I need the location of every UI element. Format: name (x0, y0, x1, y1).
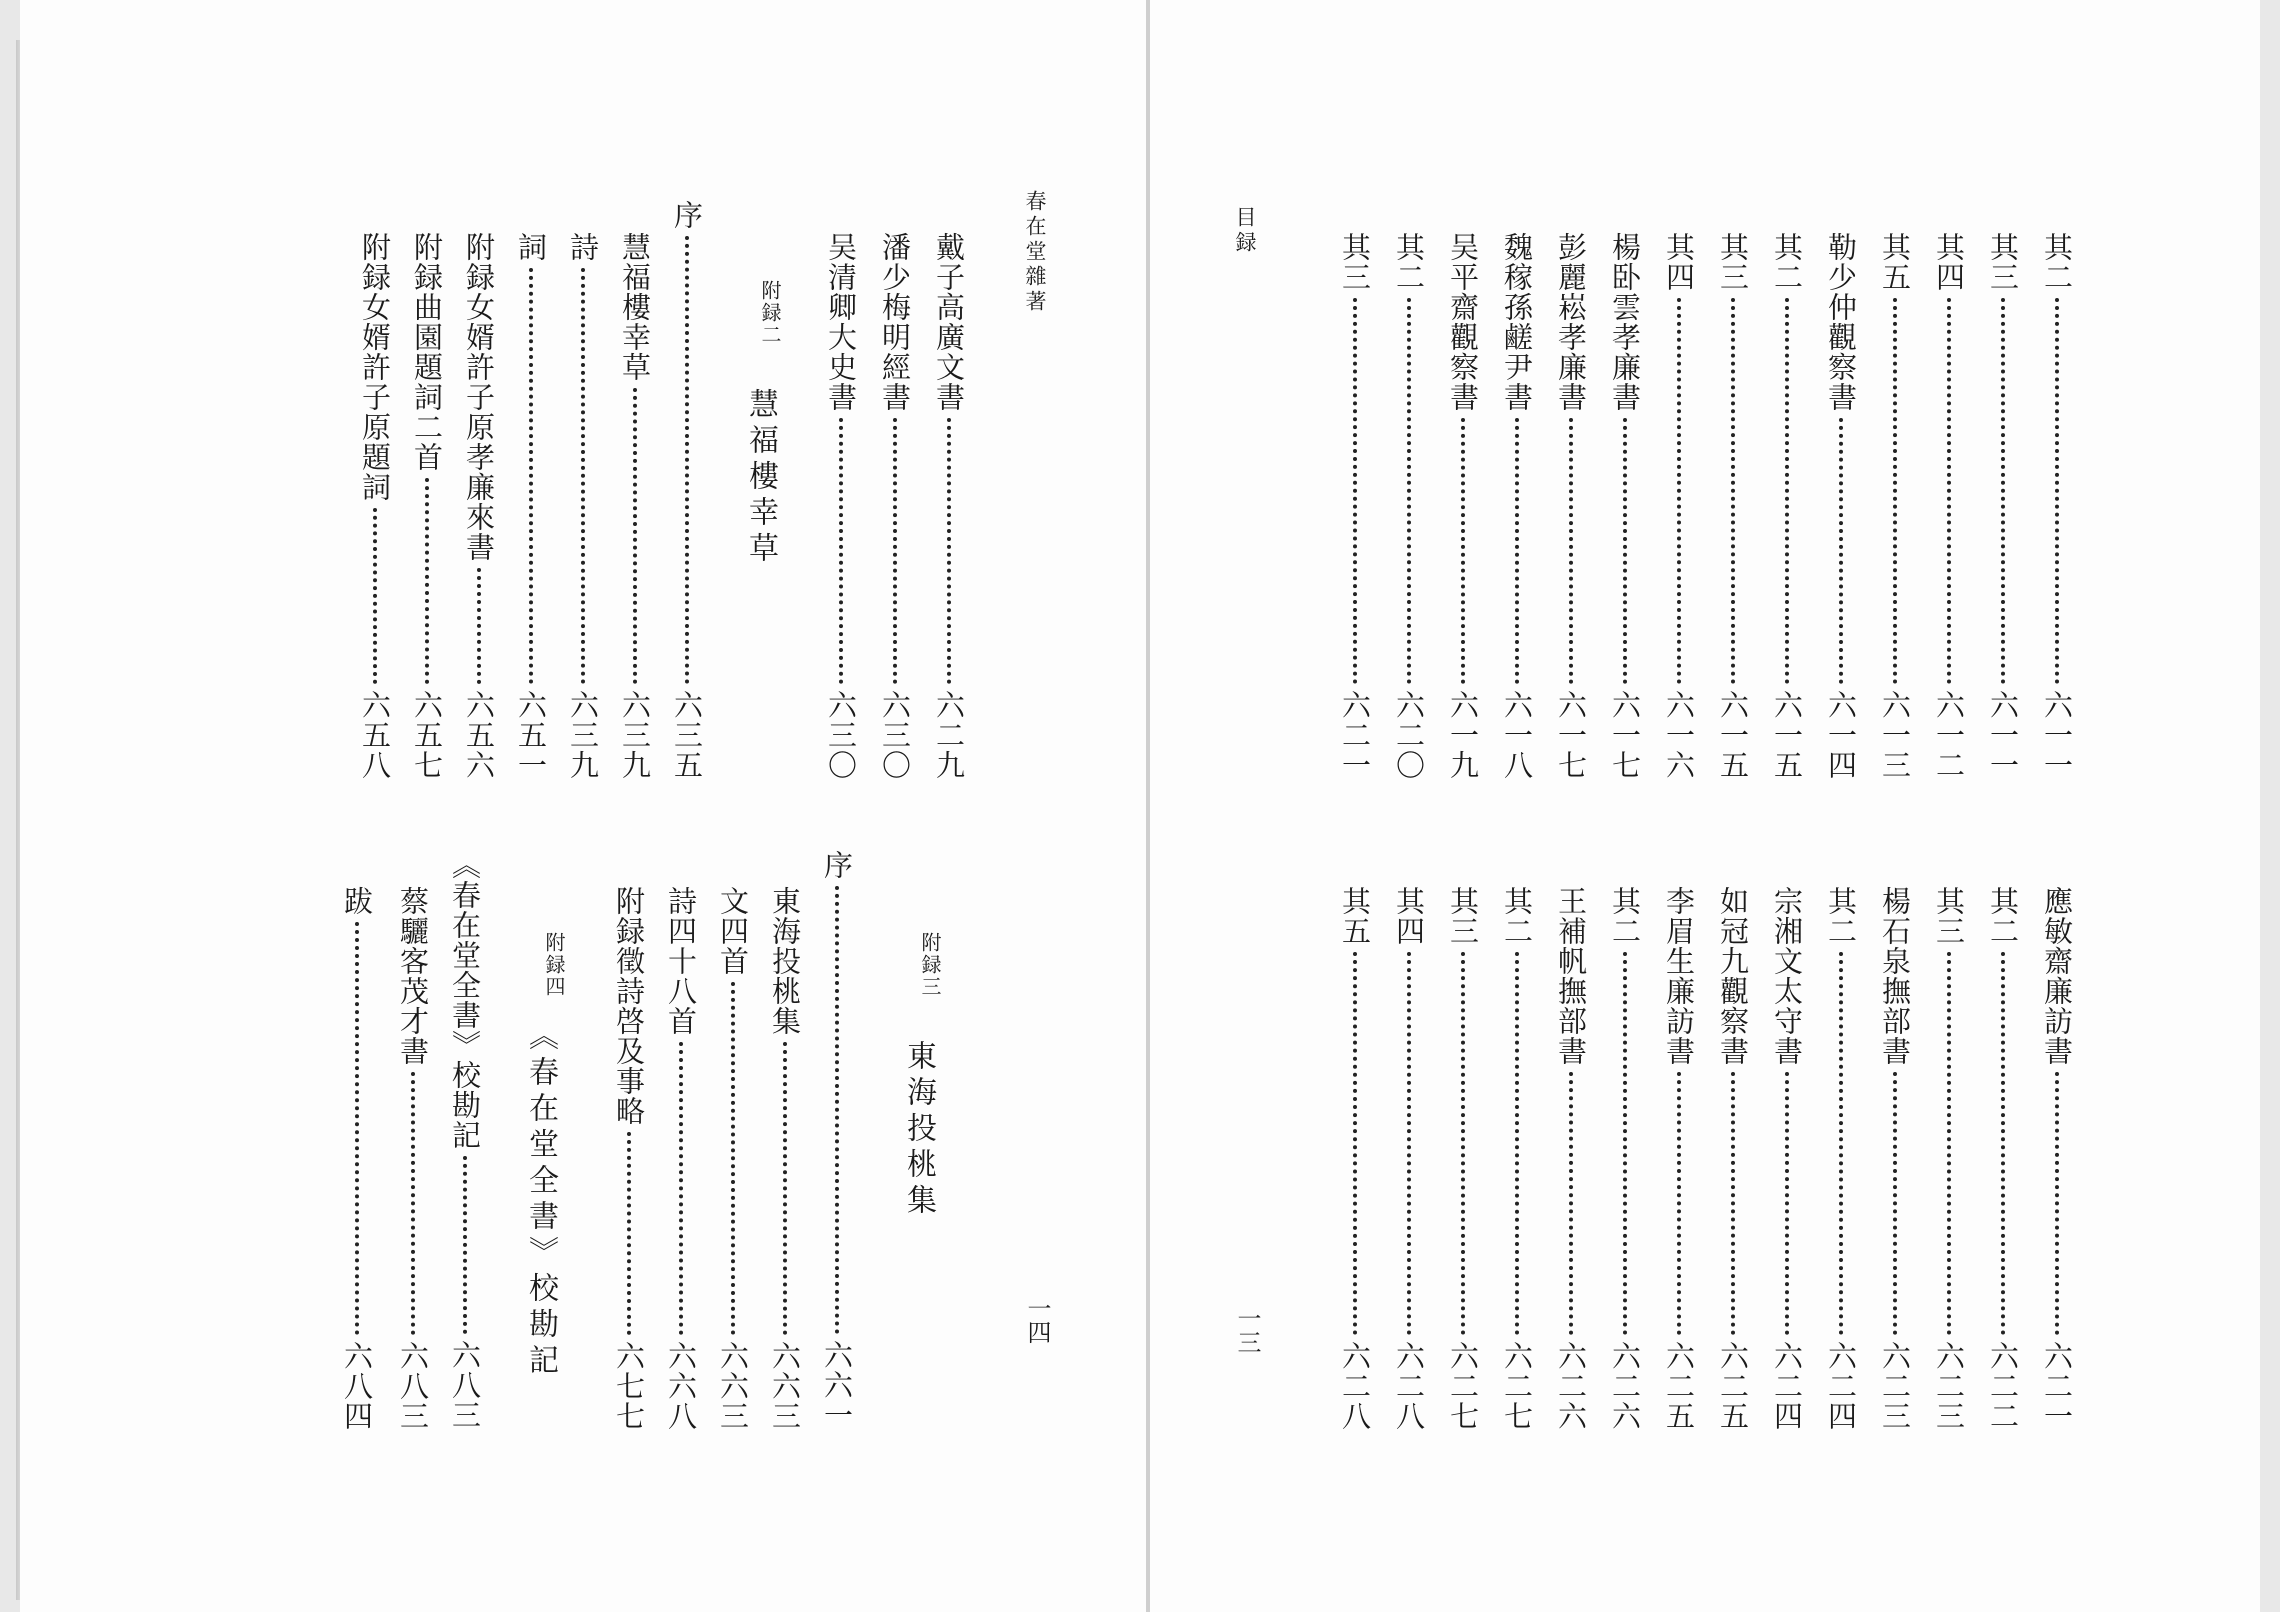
appendix3-title: 東海投桃集 (901, 1040, 936, 1220)
entry-title: 跋 (340, 886, 374, 916)
toc-entry[interactable] (768, 886, 802, 1431)
dot-leader (1353, 952, 1357, 1335)
entry-title: 附録徵詩啓及事略 (612, 886, 646, 1126)
dot-leader (477, 568, 481, 684)
dot-leader (2055, 298, 2059, 684)
entry-title: 詩 (566, 232, 600, 262)
toc-entry[interactable] (824, 232, 858, 780)
toc-entry[interactable] (1662, 886, 1696, 1431)
entry-title: 序 (820, 850, 854, 880)
entry-title: 其二 (1500, 886, 1534, 946)
entry-title: 宗湘文太守書 (1770, 886, 1804, 1066)
dot-leader (1407, 952, 1411, 1335)
entry-page: 六八三 (396, 1341, 430, 1431)
toc-entry[interactable] (670, 200, 704, 780)
dot-leader (1785, 1072, 1789, 1335)
entry-page: 六二一 (2040, 1341, 2074, 1431)
toc-entry[interactable] (1608, 232, 1642, 780)
entry-page: 六三五 (670, 690, 704, 780)
entry-page: 六二四 (1824, 1341, 1858, 1431)
entry-page: 六二一 (1338, 690, 1372, 780)
entry-page: 六六三 (768, 1341, 802, 1431)
entry-page: 六二九 (932, 690, 966, 780)
dot-leader (1623, 418, 1627, 684)
entry-page: 六一八 (1500, 690, 1534, 780)
toc-entry[interactable] (396, 886, 430, 1431)
entry-page: 六二六 (1554, 1341, 1588, 1431)
entry-page: 六一一 (1986, 690, 2020, 780)
entry-page: 六六三 (716, 1341, 750, 1431)
toc-entry[interactable] (1878, 232, 1912, 780)
entry-title: 附録女婿許子原題詞 (358, 232, 392, 502)
toc-entry[interactable] (1932, 232, 1966, 780)
entry-page: 六三九 (618, 690, 652, 780)
toc-entry[interactable] (820, 850, 854, 1430)
entry-page: 六一七 (1608, 690, 1642, 780)
dot-leader (1947, 298, 1951, 684)
dot-leader (1839, 952, 1843, 1335)
dot-leader (893, 418, 897, 684)
right-page (1150, 0, 2260, 1612)
entry-title: 其三 (1446, 886, 1480, 946)
toc-entry[interactable] (1824, 886, 1858, 1431)
dot-leader (835, 886, 839, 1334)
toc-entry[interactable] (1770, 886, 1804, 1431)
entry-title: 附録女婿許子原孝廉來書 (462, 232, 496, 562)
entry-page: 六五七 (410, 690, 444, 780)
toc-entry[interactable] (1500, 886, 1534, 1431)
toc-entry[interactable] (716, 886, 750, 1431)
toc-entry[interactable] (1338, 886, 1372, 1431)
entry-title: 其五 (1878, 232, 1912, 292)
dot-leader (1461, 418, 1465, 684)
toc-entry[interactable] (1662, 232, 1696, 780)
dot-leader (2001, 298, 2005, 684)
entry-page: 六五一 (514, 690, 548, 780)
dot-leader (1569, 1072, 1573, 1335)
left-folio: 一四 (1023, 1296, 1051, 1344)
dot-leader (2055, 1072, 2059, 1335)
entry-title: 楊卧雲孝廉書 (1608, 232, 1642, 412)
dot-leader (581, 268, 585, 684)
entry-page: 六一五 (1770, 690, 1804, 780)
entry-page: 六二二 (1986, 1341, 2020, 1431)
toc-entry[interactable] (1932, 886, 1966, 1431)
entry-page: 六一五 (1716, 690, 1750, 780)
dot-leader (947, 418, 951, 684)
dot-leader (1731, 1072, 1735, 1335)
entry-page: 六二〇 (1392, 690, 1426, 780)
dot-leader (529, 268, 533, 684)
dot-leader (1407, 298, 1411, 684)
dot-leader (731, 982, 735, 1335)
entry-title: 魏稼孫鹺尹書 (1500, 232, 1534, 412)
toc-entry[interactable] (1500, 232, 1534, 780)
entry-page: 六三〇 (824, 690, 858, 780)
toc-entry[interactable] (1392, 232, 1426, 780)
dot-leader (1461, 952, 1465, 1335)
left-running-head: 春在堂雜著 (1023, 190, 1047, 315)
entry-title: 王補帆撫部書 (1554, 886, 1588, 1066)
toc-entry[interactable] (1986, 232, 2020, 780)
entry-title: 其三 (1986, 232, 2020, 292)
entry-page: 六一九 (1446, 690, 1480, 780)
dot-leader (783, 1042, 787, 1335)
toc-entry[interactable] (618, 232, 652, 780)
toc-entry[interactable] (1986, 886, 2020, 1431)
appendix4-label: 附録四 (542, 932, 566, 998)
dot-leader (355, 922, 359, 1335)
dot-leader (373, 508, 377, 684)
entry-title: 勒少仲觀察書 (1824, 232, 1858, 412)
toc-entry[interactable] (664, 886, 698, 1431)
entry-title: 文四首 (716, 886, 750, 976)
dot-leader (1677, 298, 1681, 684)
entry-title: 李眉生廉訪書 (1662, 886, 1696, 1066)
dot-leader (1677, 1072, 1681, 1335)
dot-leader (627, 1132, 631, 1335)
dot-leader (411, 1072, 415, 1335)
toc-entry[interactable] (1878, 886, 1912, 1431)
toc-entry[interactable] (1824, 232, 1858, 780)
entry-page: 六三九 (566, 690, 600, 780)
toc-entry[interactable] (462, 232, 496, 780)
entry-title: 吴平齋觀察書 (1446, 232, 1480, 412)
entry-title: 附録曲園題詞二首 (410, 232, 444, 472)
toc-entry[interactable] (1770, 232, 1804, 780)
toc-entry[interactable] (410, 232, 444, 780)
entry-title: 《春在堂全書》校勘記 (448, 850, 482, 1150)
entry-title: 詩四十八首 (664, 886, 698, 1036)
entry-title: 東海投桃集 (768, 886, 802, 1036)
entry-page: 六一一 (2040, 690, 2074, 780)
entry-page: 六七七 (612, 1341, 646, 1431)
entry-title: 其二 (1608, 886, 1642, 946)
entry-title: 其三 (1338, 232, 1372, 292)
toc-entry[interactable] (878, 232, 912, 780)
appendix2-label: 附録二 (758, 280, 782, 346)
dot-leader (1947, 952, 1951, 1335)
entry-title: 其四 (1932, 232, 1966, 292)
entry-title: 戴子高廣文書 (932, 232, 966, 412)
entry-page: 六五八 (358, 690, 392, 780)
entry-page: 六一二 (1932, 690, 1966, 780)
dot-leader (1353, 298, 1357, 684)
entry-title: 其四 (1392, 886, 1426, 946)
entry-title: 其二 (1392, 232, 1426, 292)
dot-leader (1839, 418, 1843, 684)
dot-leader (1893, 1072, 1897, 1335)
right-running-head: 目録 (1233, 206, 1257, 256)
entry-page: 六五六 (462, 690, 496, 780)
entry-page: 六二五 (1716, 1341, 1750, 1431)
entry-page: 六六一 (820, 1340, 854, 1430)
entry-title: 序 (670, 200, 704, 230)
entry-page: 六三〇 (878, 690, 912, 780)
entry-page: 六二三 (1878, 1341, 1912, 1431)
toc-entry[interactable] (340, 886, 374, 1431)
dot-leader (1515, 418, 1519, 684)
entry-title: 應敏齋廉訪書 (2040, 886, 2074, 1066)
appendix4-title: 《春在堂全書》校勘記 (523, 1020, 558, 1380)
entry-title: 如冠九觀察書 (1716, 886, 1750, 1066)
entry-title: 詞 (514, 232, 548, 262)
entry-page: 六二四 (1770, 1341, 1804, 1431)
entry-page: 六二七 (1500, 1341, 1534, 1431)
entry-page: 六二八 (1392, 1341, 1426, 1431)
entry-title: 其二 (1824, 886, 1858, 946)
toc-entry[interactable] (1608, 886, 1642, 1431)
toc-entry[interactable] (612, 886, 646, 1431)
entry-title: 彭麗崧孝廉書 (1554, 232, 1588, 412)
toc-entry[interactable] (2040, 232, 2074, 780)
dot-leader (1569, 418, 1573, 684)
appendix3-label: 附録三 (918, 932, 942, 998)
dot-leader (1731, 298, 1735, 684)
entry-page: 六六八 (664, 1341, 698, 1431)
entry-page: 六一六 (1662, 690, 1696, 780)
dot-leader (463, 1156, 467, 1334)
toc-entry[interactable] (358, 232, 392, 780)
toc-entry[interactable] (2040, 886, 2074, 1431)
dot-leader (1893, 298, 1897, 684)
toc-entry[interactable] (448, 850, 482, 1430)
toc-entry[interactable] (1716, 232, 1750, 780)
toc-entry[interactable] (1446, 232, 1480, 780)
toc-entry[interactable] (1392, 886, 1426, 1431)
entry-title: 其二 (1986, 886, 2020, 946)
dot-leader (1623, 952, 1627, 1335)
toc-entry[interactable] (1446, 886, 1480, 1431)
entry-title: 其二 (2040, 232, 2074, 292)
entry-page: 六一三 (1878, 690, 1912, 780)
entry-title: 吴清卿大史書 (824, 232, 858, 412)
entry-page: 六八三 (448, 1340, 482, 1430)
entry-title: 楊石泉撫部書 (1878, 886, 1912, 1066)
dot-leader (1785, 298, 1789, 684)
entry-page: 六二六 (1608, 1341, 1642, 1431)
toc-entry[interactable] (1554, 886, 1588, 1431)
entry-page: 六一七 (1554, 690, 1588, 780)
entry-page: 六二八 (1338, 1341, 1372, 1431)
toc-entry[interactable] (566, 232, 600, 780)
entry-page: 六八四 (340, 1341, 374, 1431)
entry-page: 六二七 (1446, 1341, 1480, 1431)
entry-title: 其二 (1770, 232, 1804, 292)
dot-leader (679, 1042, 683, 1335)
entry-title: 其三 (1716, 232, 1750, 292)
toc-entry[interactable] (1554, 232, 1588, 780)
entry-page: 六二三 (1932, 1341, 1966, 1431)
dot-leader (685, 236, 689, 684)
dot-leader (633, 388, 637, 684)
toc-entry[interactable] (1338, 232, 1372, 780)
left-page (20, 0, 1148, 1612)
dot-leader (425, 478, 429, 684)
dot-leader (839, 418, 843, 684)
appendix2-title: 慧福樓幸草 (743, 388, 778, 568)
entry-title: 蔡驪客茂才書 (396, 886, 430, 1066)
entry-title: 潘少梅明經書 (878, 232, 912, 412)
toc-entry[interactable] (932, 232, 966, 780)
entry-page: 六二五 (1662, 1341, 1696, 1431)
dot-leader (2001, 952, 2005, 1335)
entry-page: 六一四 (1824, 690, 1858, 780)
right-folio: 一三 (1233, 1306, 1261, 1354)
entry-title: 其五 (1338, 886, 1372, 946)
entry-title: 其四 (1662, 232, 1696, 292)
entry-title: 慧福樓幸草 (618, 232, 652, 382)
dot-leader (1515, 952, 1519, 1335)
toc-entry[interactable] (1716, 886, 1750, 1431)
toc-entry[interactable] (514, 232, 548, 780)
entry-title: 其三 (1932, 886, 1966, 946)
